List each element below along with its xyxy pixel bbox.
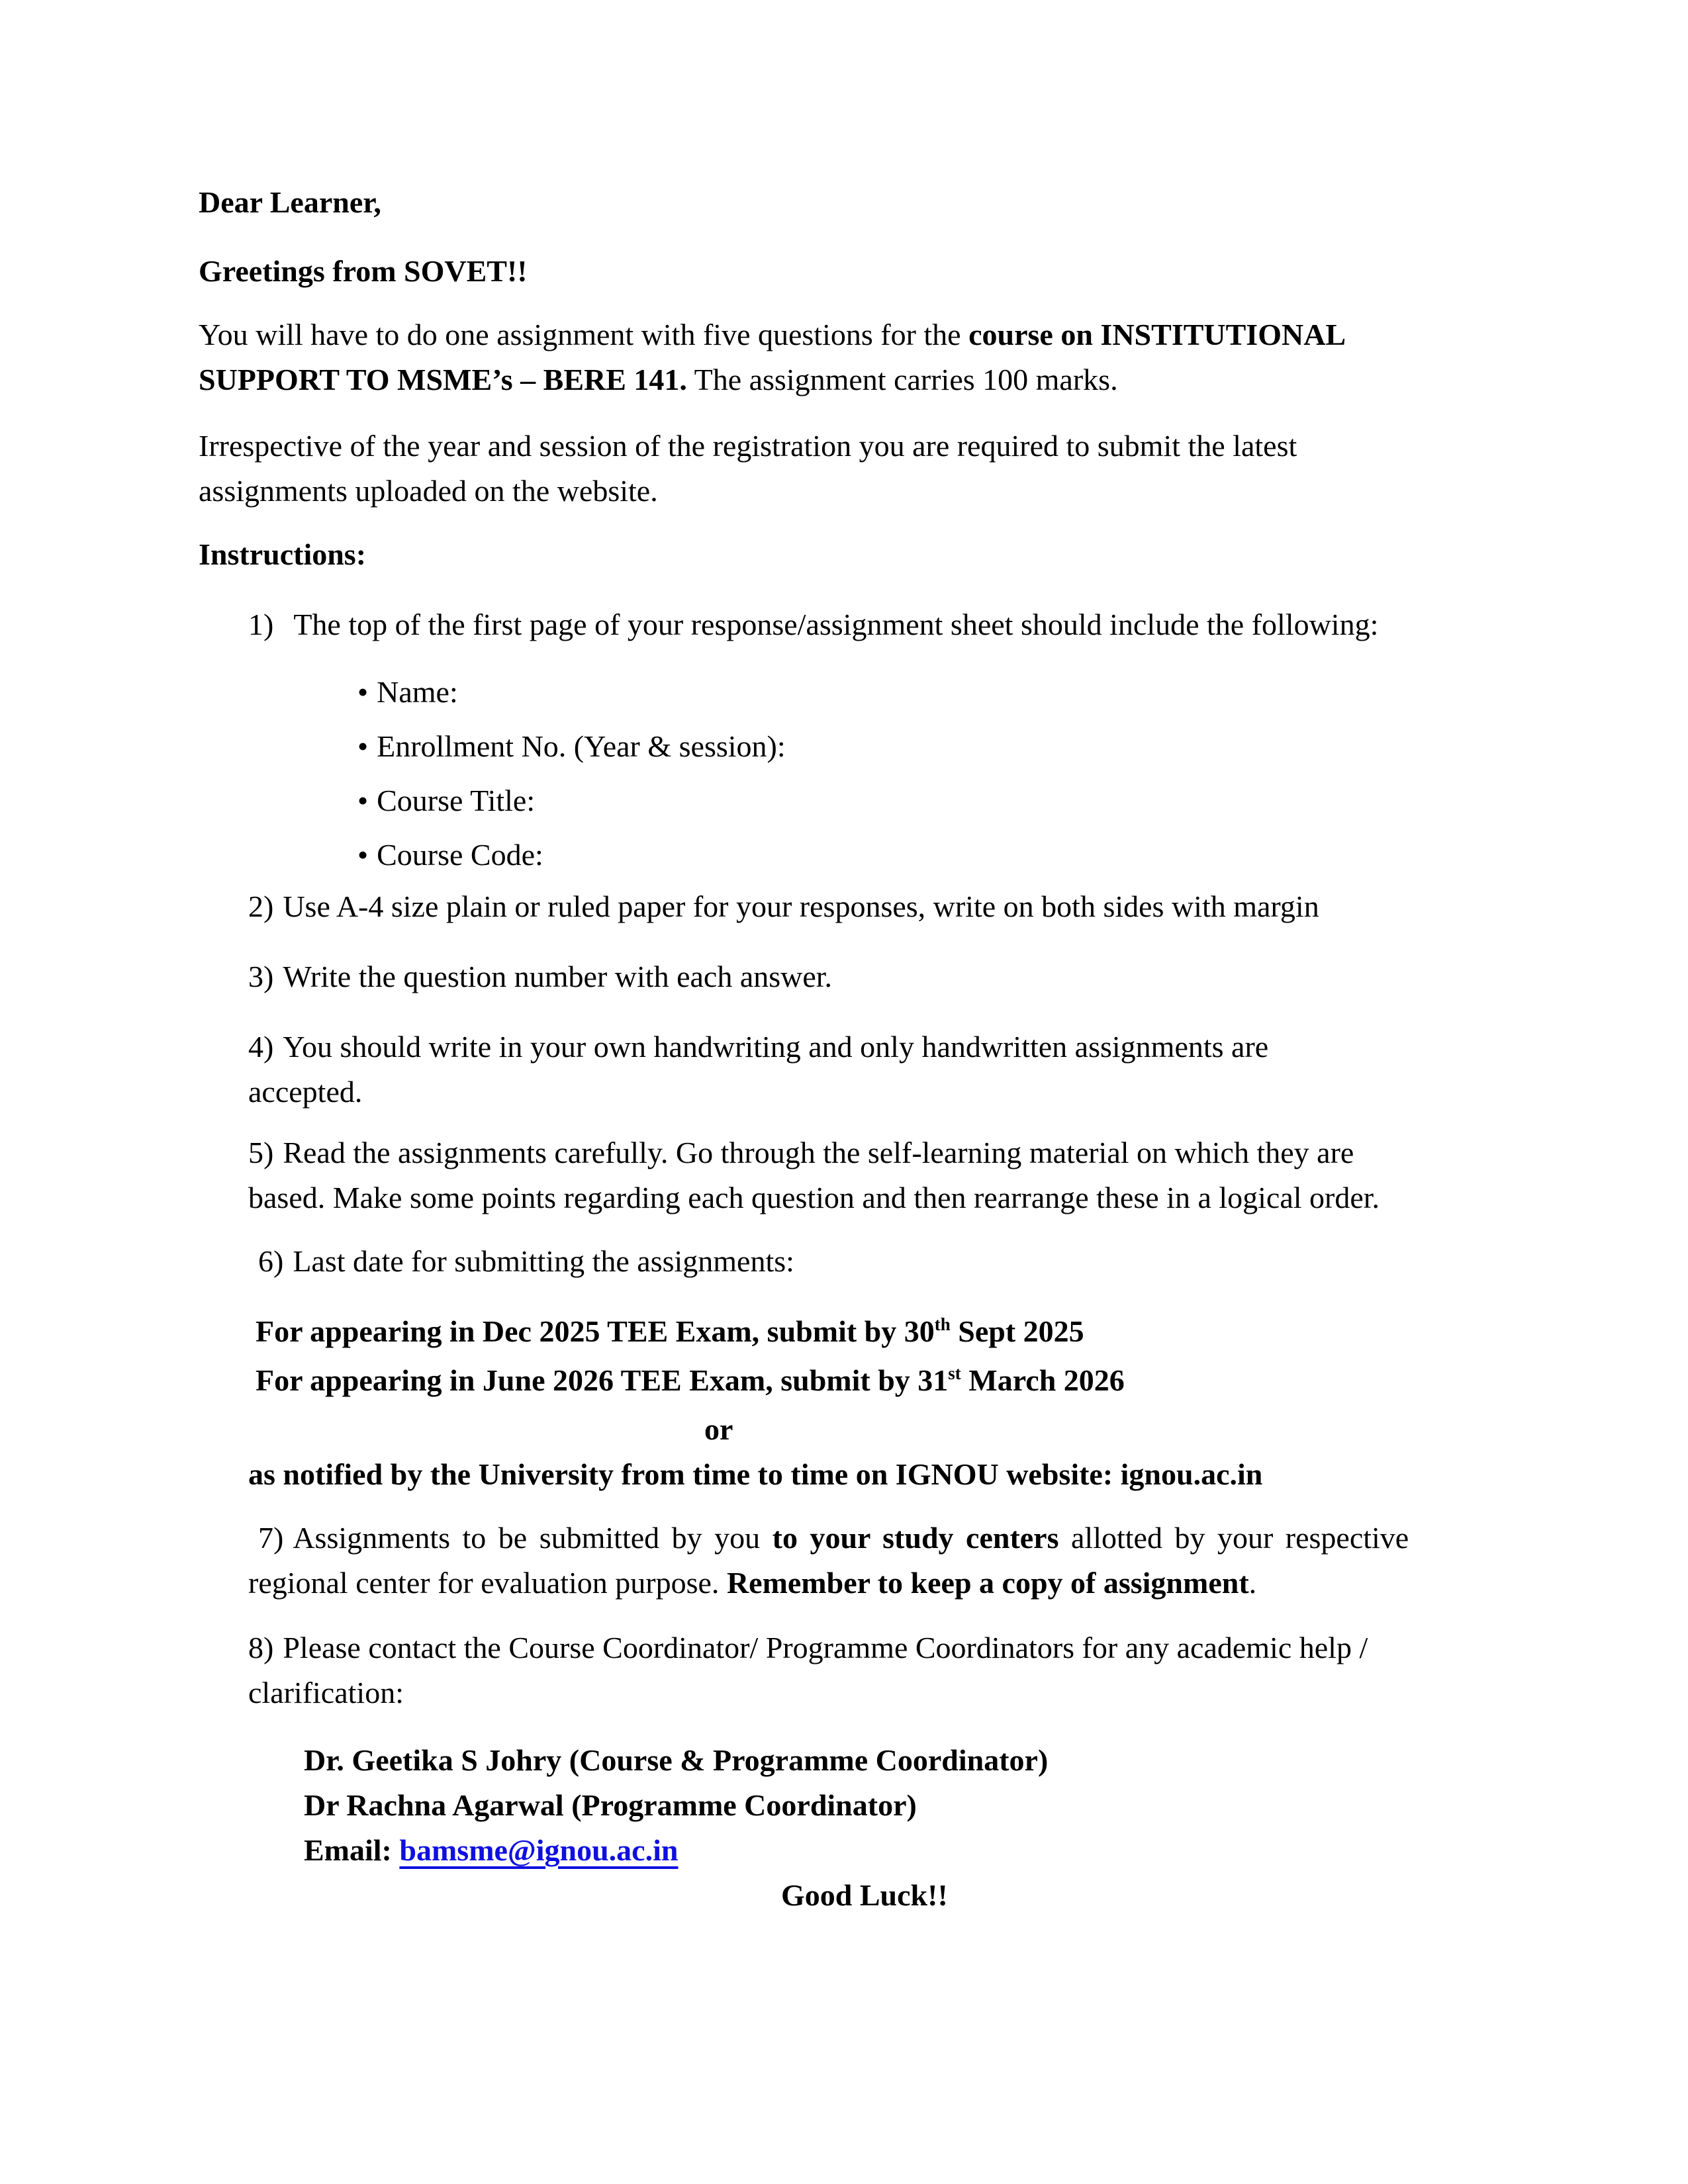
- item-5-line-1: Read the assignments carefully. Go through the self-learning material on which they are: [283, 1136, 1354, 1169]
- item-4-line-1: You should write in your own handwriting and only handwritten assignments are: [283, 1030, 1269, 1064]
- greeting-line: Greetings from SOVET!!: [199, 254, 528, 288]
- instruction-item-3: [248, 954, 1463, 999]
- ordinal-superscript: st: [948, 1363, 961, 1383]
- bullet-icon: •: [357, 675, 369, 709]
- instructions-heading: Instructions:: [199, 537, 367, 571]
- instruction-item-4: [248, 1024, 1463, 1115]
- item-3-text: Write the question number with each answer.: [283, 960, 833, 993]
- item-2-number: 2): [248, 889, 274, 923]
- coordinator-2: Dr Rachna Agarwal (Programme Coordinator): [304, 1788, 917, 1822]
- registration-note-line-2: assignments uploaded on the website.: [199, 474, 658, 508]
- course-name-bold-1: course on INSTITUTIONAL: [968, 318, 1346, 351]
- closing-good-luck: Good Luck!!: [781, 1878, 948, 1912]
- bullet-icon: •: [357, 729, 369, 763]
- instruction-item-1: [248, 602, 1463, 647]
- bullet-label: Course Code:: [377, 838, 543, 872]
- item-6-text: Last date for submitting the assignments:: [293, 1244, 794, 1278]
- registration-note-line-1: Irrespective of the year and session of the registration you are required to submit the latest: [199, 429, 1297, 463]
- deadline-notified-line: as notified by the University from time to time on IGNOU website: ignou.ac.in: [248, 1457, 1263, 1491]
- instruction-item-2: [248, 884, 1463, 929]
- item-7-text-1: Assignments to be submitted by you: [293, 1521, 773, 1555]
- bullet-item-name: [357, 670, 1463, 715]
- bullet-item-course-title: [357, 778, 1463, 823]
- item-3-number: 3): [248, 960, 274, 993]
- bullet-label: Name:: [377, 675, 458, 709]
- item-4-line-2: accepted.: [248, 1075, 363, 1109]
- item-1-number: 1): [248, 608, 274, 641]
- item-7-text-2: allotted by your respective: [1058, 1521, 1409, 1555]
- bullet-icon: •: [357, 784, 369, 817]
- item-7-text-3: regional center for evaluation purpose.: [248, 1566, 727, 1600]
- deadline-june-date: March 2026: [961, 1363, 1125, 1397]
- bullet-item-course-code: [357, 833, 1463, 878]
- email-label: Email:: [304, 1833, 400, 1867]
- bullet-label: Enrollment No. (Year & session):: [377, 729, 786, 763]
- item-8-number: 8): [248, 1631, 274, 1664]
- instruction-item-7: [248, 1516, 1463, 1606]
- course-name-bold-2: SUPPORT TO MSME’s – BERE 141.: [199, 363, 687, 396]
- ordinal-superscript: th: [934, 1314, 951, 1334]
- item-2-text: Use A-4 size plain or ruled paper for your responses, write on both sides with margin: [283, 889, 1319, 923]
- or-separator: or: [704, 1412, 733, 1446]
- deadline-june-text: For appearing in June 2026 TEE Exam, submit by 31: [256, 1363, 949, 1397]
- item-8-line-2: clarification:: [248, 1676, 404, 1709]
- deadline-dec-text: For appearing in Dec 2025 TEE Exam, submit by 30: [256, 1314, 935, 1348]
- item-5-number: 5): [248, 1136, 274, 1169]
- item-7-text-4: .: [1248, 1566, 1257, 1600]
- item-6-number: 6): [258, 1244, 284, 1278]
- bullet-icon: •: [357, 838, 369, 872]
- intro-text-2: The assignment carries 100 marks.: [686, 363, 1118, 396]
- coordinator-1: Dr. Geetika S Johry (Course & Programme Coordinator): [304, 1743, 1049, 1777]
- item-4-number: 4): [248, 1030, 274, 1064]
- intro-paragraph: [199, 312, 1463, 402]
- email-link[interactable]: bamsme@ignou.ac.in: [399, 1833, 679, 1867]
- item-7-bold-1: to your study centers: [772, 1521, 1059, 1555]
- item-7-bold-2: Remember to keep a copy of assignment: [726, 1566, 1249, 1600]
- registration-note: [199, 424, 1463, 514]
- item-1-text: The top of the first page of your response/assignment sheet should include the following:: [293, 608, 1379, 641]
- item-8-line-1: Please contact the Course Coordinator/ Programme Coordinators for any academic help /: [283, 1631, 1368, 1664]
- intro-text-1: You will have to do one assignment with five questions for the: [199, 318, 969, 351]
- salutation: Dear Learner,: [199, 185, 381, 219]
- item-5-line-2: based. Make some points regarding each question and then rearrange these in a logical order.: [248, 1181, 1380, 1214]
- bullet-item-enrollment: [357, 724, 1463, 769]
- instruction-item-8: [248, 1625, 1463, 1715]
- deadline-dec-date: Sept 2025: [950, 1314, 1084, 1348]
- contact-block: [304, 1738, 1463, 1873]
- instruction-item-6: [248, 1239, 1463, 1284]
- bullet-label: Course Title:: [377, 784, 536, 817]
- instruction-item-5: [248, 1130, 1463, 1220]
- item-7-number: 7): [258, 1521, 284, 1555]
- deadline-dec-line: [199, 1309, 1463, 1452]
